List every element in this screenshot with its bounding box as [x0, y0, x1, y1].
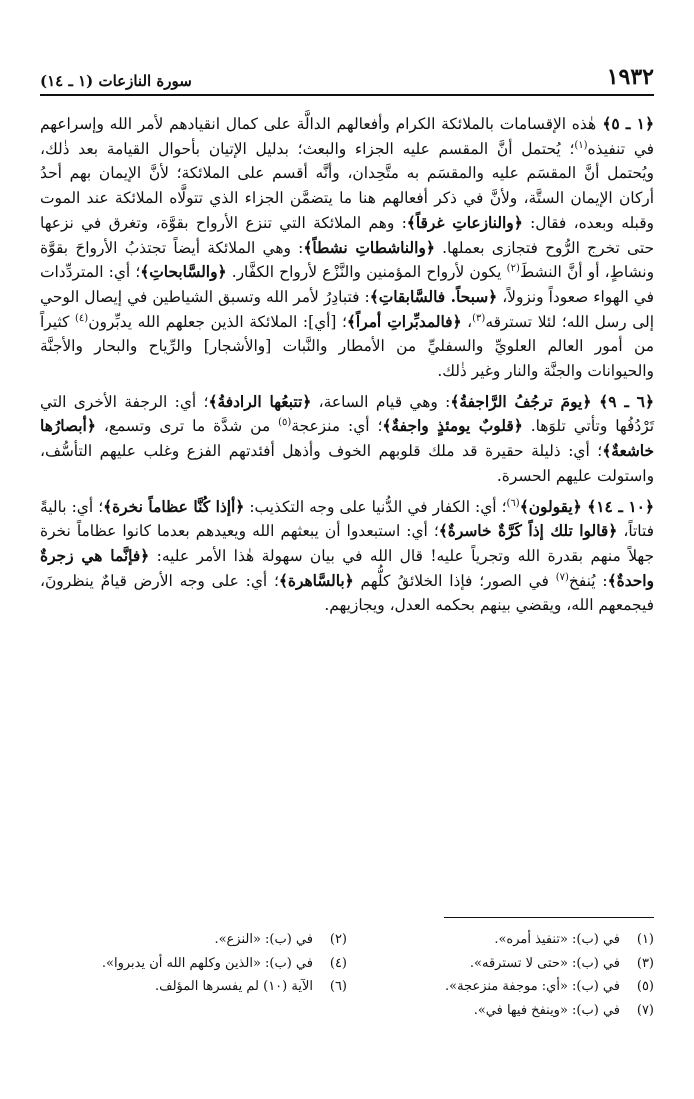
footnote-number: (٦): [329, 979, 347, 994]
footnote-number: (٢): [329, 932, 347, 947]
commentary-text: ،: [461, 312, 473, 331]
footnote-text: في (ب): «الذين وكلهم الله أن يدبروا».: [101, 955, 313, 971]
commentary-text: : وهي الملائكة أيضاً تجتذبُ الأرواحَ بقوَّة ونشاطٍ، أو أنَّ النشطَ: [40, 238, 655, 282]
page-header: [40, 62, 654, 90]
commentary-text: ؛ أي: على وجه الأرض قيامٌ ينظرونَ، فيجمعهم الله، ويقضي بينهم بحكمه العدل، ويجازيهم.: [40, 571, 654, 615]
footnote-marker: (٦): [506, 497, 520, 509]
commentary-text: ؛ أي: الكفار في الدُّنيا على وجه التكذيب:: [244, 497, 507, 516]
commentary-text: ؛ أي: منزعجة: [291, 417, 383, 436]
footnote: [40, 952, 347, 976]
footnote-number: (٥): [636, 979, 654, 994]
commentary-text: من شدَّة ما ترى وتسمع،: [95, 417, 279, 436]
footnote: [347, 999, 654, 1023]
footnote: [40, 928, 347, 952]
commentary-text: ؛ أي: ذليلة حقيرة قد ملك قلوبهم الخوف وأذهل أفئدتهم الفزع وغلب عليهم التأسُّف، واستولت عليهم الحسرة.: [40, 442, 654, 485]
footnote: [40, 975, 347, 999]
footnote-text: في (ب): «حتى لا تسترقه».: [469, 955, 620, 971]
footnote-row: [40, 999, 654, 1023]
quran-quote: ﴿فإنَّما هي زجرةٌ واحدةٌ﴾: [40, 546, 654, 590]
commentary-text: في الصور؛ فإذا الخلائقُ كلُّهم: [353, 571, 556, 590]
footnote-row: [40, 975, 654, 999]
footnote-text: الآية (١٠) لم يفسرها المؤلف.: [154, 979, 313, 994]
footnote-text: في (ب): «النزع».: [214, 932, 313, 947]
footnote-text: في (ب): «أي: موجفة منزعجة».: [445, 979, 620, 994]
quran-quote: ﴿والسَّابحاتِ﴾: [140, 263, 227, 282]
quran-quote: ﴿تتبعُها الرادفةُ﴾: [208, 392, 312, 411]
footnote-marker: (٢): [506, 263, 520, 275]
footnote-text: في (ب): «تنفيذ أمره».: [494, 932, 620, 947]
quran-quote: ﴿يقولون﴾: [519, 497, 582, 516]
footnote-row: [40, 952, 654, 976]
quran-quote: ﴿قالوا تلك إذاً كَرَّةٌ خاسرةٌ﴾: [438, 522, 618, 541]
quran-quote: ﴿أإذا كُنَّا عظاماً نخرة﴾: [103, 497, 245, 516]
footnote-number: (٤): [329, 955, 347, 971]
quran-quote: ﴿أبصارُها خاشعةٌ﴾: [40, 417, 654, 461]
commentary-text: ؛ [أي]: الملائكة الذين جعلهم الله يدبِّرون: [88, 312, 347, 331]
commentary-paragraph: [40, 112, 654, 384]
commentary-text: كثيراً من أمور العالم العلويِّ والسفليِّ من الأمطار والنَّبات [والأشجار] والرِّياح والبحار والأجنَّة والحيوانات والجنَّة والنار وغير ذٰلك.: [40, 312, 654, 381]
commentary-text: : يُنفخ: [568, 571, 608, 590]
commentary-text: يكون لأرواح المؤمنين والنَّزْع لأرواح الكفَّار.: [226, 263, 507, 282]
footnote-number: (١): [636, 932, 654, 947]
footnote-marker: (٤): [75, 312, 89, 324]
footnote-marker: (٣): [472, 312, 486, 324]
quran-quote: ﴿١ ـ ٥﴾: [596, 115, 654, 133]
commentary-text: ؛ أي: المتردِّدات في الهواء صعوداً ونزولاً،: [40, 263, 654, 306]
footnote: [347, 975, 654, 999]
quran-quote: ﴿والنازعاتِ غرقاً﴾: [406, 213, 523, 232]
commentary-text: ؛ أي: استبعدوا أن يبعثهم الله ويعيدهم بعدما كانوا عظاماً نخرة جهلاً منهم بقدرة الله وتجرياً عليه! قال الله في بيان سهولة هٰذا الأمر عليه:: [40, 522, 654, 565]
quran-quote: ﴿بالسَّاهرة﴾: [278, 571, 354, 590]
commentary-body: [40, 112, 654, 618]
quran-quote: ﴿يومَ ترجُفُ الرَّاجفةُ﴾: [450, 392, 592, 411]
commentary-text: هٰذه الإقسامات بالملائكة الكرام وأفعالهم الدالَّة على كمال انقيادهم لأمر الله وإسراعهم في تنفيذه: [40, 115, 655, 158]
commentary-paragraph: [40, 495, 654, 619]
footnote-text: في (ب): «وينفخ فيها في».: [473, 1002, 620, 1018]
footnote: [347, 928, 654, 952]
surah-title: سورة النازعات (١ ـ ١٤): [40, 72, 192, 90]
footnotes: [40, 928, 654, 1022]
quran-quote: ﴿والناشطاتِ نشطاً﴾: [303, 238, 435, 257]
footnote-divider: [444, 917, 654, 918]
footnote: [347, 952, 654, 976]
commentary-text: ؛ يُحتمل أنَّ المقسم عليه الجزاء والبعث؛ بدليل الإتيان بأحوال القيامة بعد ذٰلك، ويُحتمل أنَّ المقسَم عليه والمقسَم به متَّحِدان، وأنَّه أقسم على الملائكة؛ لأنَّ الإيمان بهم أحدُ أركان الإيمان الستَّة، ولأنَّ في ذكر أفعالهم هنا ما يتضمَّن الجزاء الذي تتولَّاه الملائكة عند الموت وقبله وبعده، فقال:: [40, 139, 654, 232]
footnote-number: (٧): [636, 1002, 654, 1018]
quran-quote: ﴿٦ ـ ٩﴾: [591, 392, 654, 411]
quran-quote: ﴿١٠ ـ ١٤﴾: [581, 497, 654, 516]
commentary-text: : فتبادِرُ لأمر الله وتسبق الشياطين في إيصال الوحي إلى رسل الله؛ لئلا تسترقه: [40, 287, 654, 331]
footnote-marker: (٥): [278, 417, 292, 429]
commentary-text: : وهم الملائكة التي تنزع الأرواح بقوَّة، وتغرق في نزعها حتى تخرج الرُّوح فتجازى بعملها.: [40, 213, 655, 257]
footnote-number: (٣): [636, 955, 654, 971]
commentary-paragraph: [40, 390, 654, 489]
commentary-text: ؛ أي: باليةً فتاتاً،: [40, 497, 654, 541]
quran-quote: ﴿سبحاً. فالسَّابقاتِ﴾: [369, 287, 498, 306]
commentary-text: ؛ أي: الرجفة الأخرى التي تَرْدُفُها وتأتي تلوَها.: [40, 392, 655, 436]
header-divider: [40, 94, 654, 96]
quran-quote: ﴿قلوبٌ يومئذٍ واجفةٌ﴾: [382, 417, 523, 436]
commentary-text: : وهي قيام الساعة،: [311, 392, 451, 411]
footnote-marker: (١): [574, 139, 588, 151]
page-number: ١٩٣٢: [606, 64, 654, 90]
footnote-empty: [40, 999, 347, 1023]
quran-quote: ﴿فالمدبِّراتِ أمراً﴾: [346, 312, 462, 331]
footnote-marker: (٧): [555, 571, 569, 583]
footnote-row: [40, 928, 654, 952]
